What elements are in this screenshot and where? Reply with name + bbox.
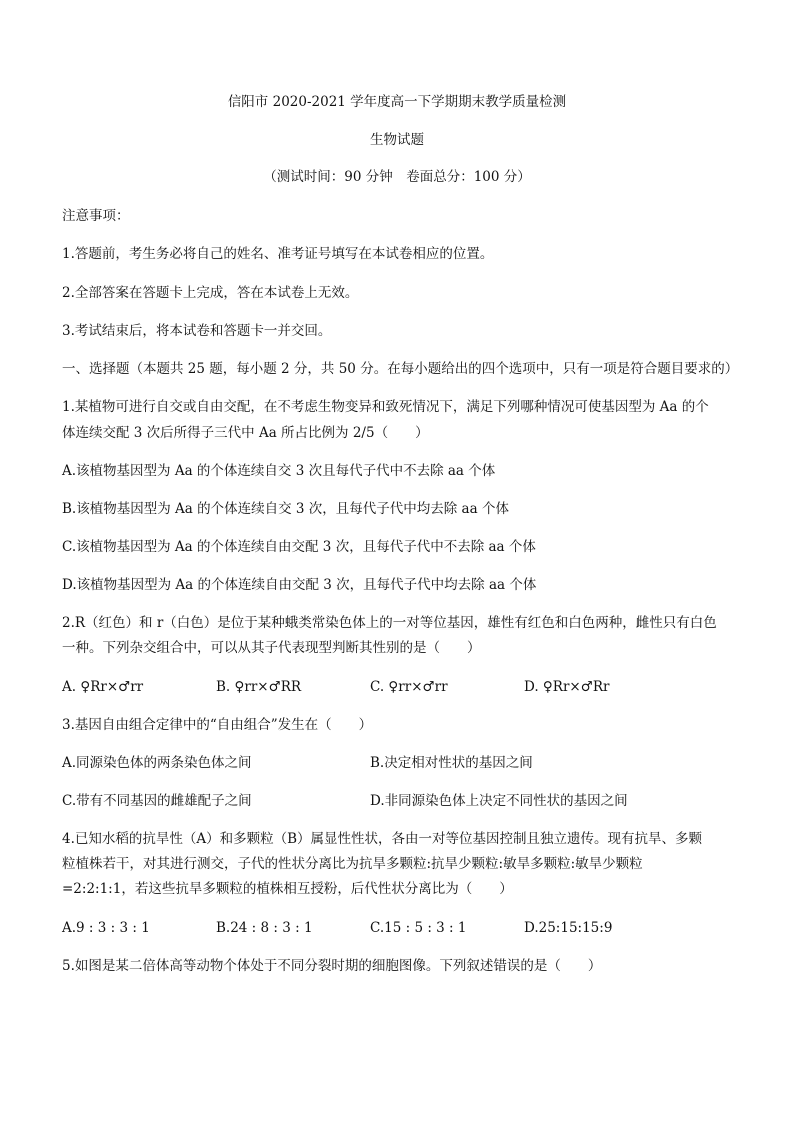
question-4-stem: 4.已知水稻的抗旱性（A）和多颗粒（B）属显性性状，各由一对等位基因控制且独立遗传。现有抗旱、多颗 [62, 831, 703, 847]
question-1-stem: 体连续交配 3 次后所得子三代中 Aa 所占比例为 2/5（ ） [62, 425, 429, 441]
question-5-stem: 5.如图是某二倍体高等动物个体处于不同分裂时期的细胞图像。下列叙述错误的是（ ） [62, 958, 602, 974]
question-4-option-a: A.9 : 3 : 3 : 1 [62, 920, 150, 936]
question-4-option-b: B.24 : 8 : 3 : 1 [216, 920, 313, 936]
question-2-stem: 2.R（红色）和 r（白色）是位于某种蛾类常染色体上的一对等位基因，雄性有红色和白色两种，雌性只有白色 [62, 615, 717, 631]
question-1-option-d: D.该植物基因型为 Aa 的个体连续自由交配 3 次，且每代子代中均去除 aa 个体 [62, 577, 537, 593]
question-3-option-c: C.带有不同基因的雌雄配子之间 [62, 793, 252, 809]
exam-info: （测试时间：90 分钟 卷面总分：100 分） [263, 169, 531, 185]
question-1-option-c: C.该植物基因型为 Aa 的个体连续自由交配 3 次，且每代子代中不去除 aa 个体 [62, 539, 536, 555]
note-item: 2.全部答案在答题卡上完成，答在本试卷上无效。 [62, 285, 359, 301]
question-2-option-b: B. ♀rr×♂RR [216, 679, 302, 695]
question-3-option-d: D.非同源染色体上决定不同性状的基因之间 [370, 793, 628, 809]
question-4-option-d: D.25:15:15:9 [524, 920, 613, 936]
exam-title: 信阳市 2020-2021 学年度高一下学期期末教学质量检测 [227, 94, 567, 110]
question-3-stem: 3.基因自由组合定律中的“自由组合”发生在（ ） [62, 717, 373, 733]
question-4-stem: 粒植株若干，对其进行测交，子代的性状分离比为抗旱多颗粒:抗旱少颗粒:敏旱多颗粒:敏旱少颗粒 [62, 856, 643, 872]
subject-title: 生物试题 [370, 132, 424, 148]
note-item: 1.答题前，考生务必将自己的姓名、准考证号填写在本试卷相应的位置。 [62, 246, 494, 262]
question-1-stem: 1.某植物可进行自交或自由交配，在不考虑生物变异和致死情况下，满足下列哪种情况可使基因型为 Aa 的个 [62, 399, 709, 415]
question-2-option-a: A. ♀Rr×♂rr [62, 679, 144, 695]
question-2-option-c: C. ♀rr×♂rr [370, 679, 448, 695]
question-1-option-a: A.该植物基因型为 Aa 的个体连续自交 3 次且每代子代中不去除 aa 个体 [62, 463, 496, 479]
question-1-option-b: B.该植物基因型为 Aa 的个体连续自交 3 次，且每代子代中均去除 aa 个体 [62, 501, 509, 517]
question-2-option-d: D. ♀Rr×♂Rr [524, 679, 610, 695]
question-4-option-c: C.15 : 5 : 3 : 1 [370, 920, 467, 936]
question-3-option-a: A.同源染色体的两条染色体之间 [62, 755, 252, 771]
section-heading: 一、选择题（本题共 25 题，每小题 2 分，共 50 分。在每小题给出的四个选项中，只有一项是符合题目要求的） [62, 361, 739, 377]
note-item: 3.考试结束后，将本试卷和答题卡一并交回。 [62, 323, 332, 339]
notes-heading: 注意事项： [62, 208, 130, 224]
question-3-option-b: B.决定相对性状的基因之间 [370, 755, 533, 771]
question-2-stem: 一种。下列杂交组合中，可以从其子代表现型判断其性别的是（ ） [62, 640, 481, 656]
question-4-stem: =2:2:1:1，若这些抗旱多颗粒的植株相互授粉，后代性状分离比为（ ） [62, 881, 513, 897]
